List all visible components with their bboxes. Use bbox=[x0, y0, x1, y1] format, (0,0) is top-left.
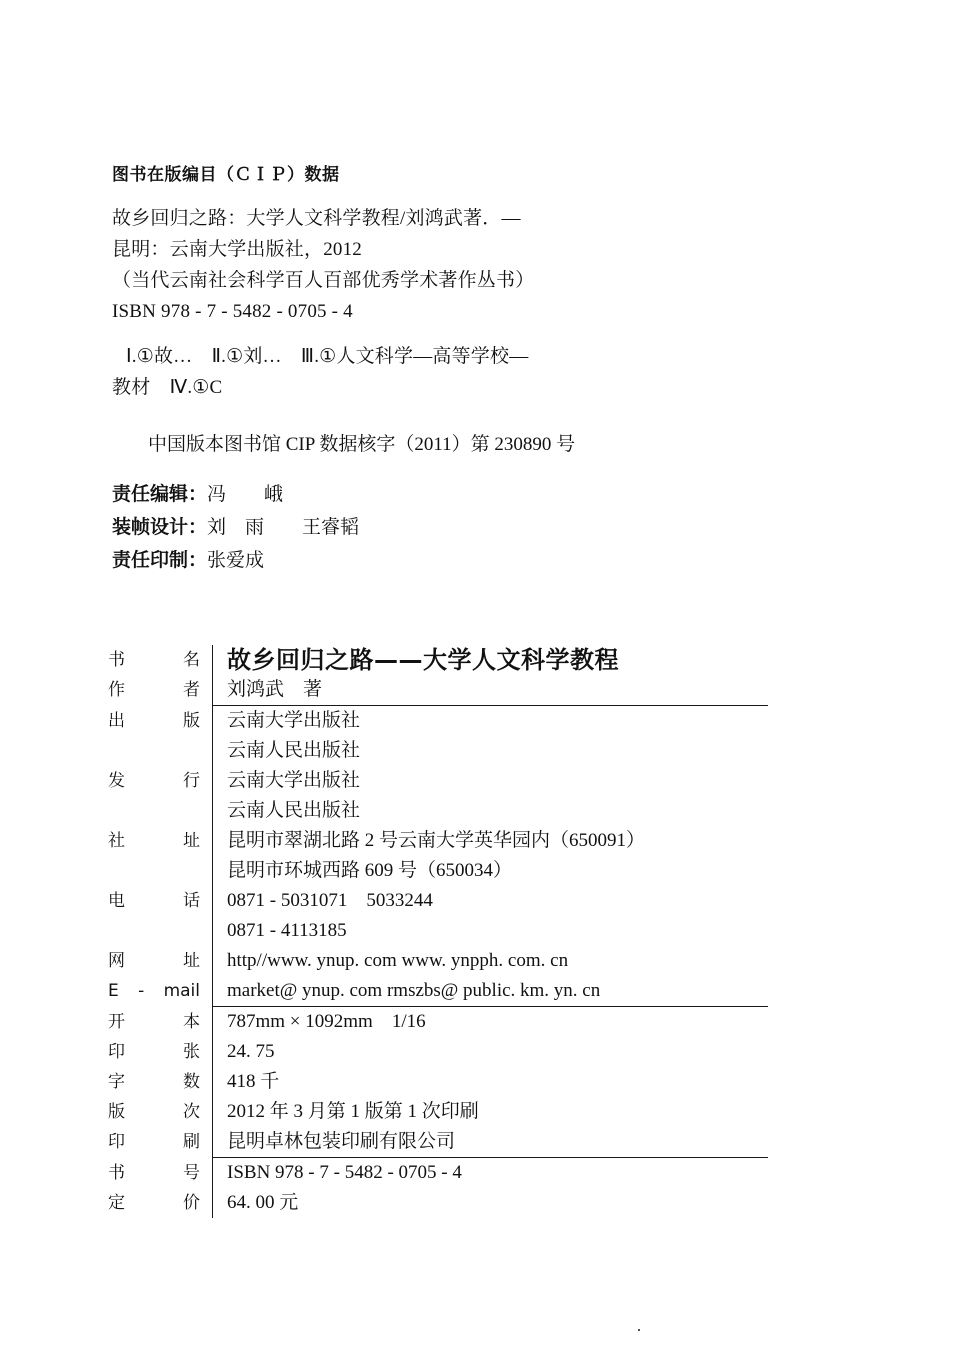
colophon-label-printer: 印 刷 bbox=[108, 1132, 200, 1152]
colophon-label-format: 开 本 bbox=[108, 1011, 200, 1032]
staff-credits bbox=[112, 478, 632, 577]
colophon-label-isbn: 书 号 bbox=[108, 1162, 200, 1183]
cip-registry-number: 中国版本图书馆 CIP 数据核字（2011）第 230890 号 bbox=[148, 434, 576, 455]
sheets-text: 24. 75 bbox=[227, 1041, 275, 1062]
page-footer-mark: · bbox=[636, 1320, 642, 1340]
colophon-row-wordcount bbox=[108, 1067, 768, 1097]
colophon-value-publisher bbox=[213, 706, 769, 767]
staff-row-designer bbox=[112, 511, 632, 544]
publisher-line-1: 云南大学出版社 bbox=[227, 710, 361, 731]
staff-row-production bbox=[112, 544, 632, 577]
colophon-row-edition bbox=[108, 1097, 768, 1127]
colophon-row-author bbox=[108, 675, 768, 706]
colophon-row-printer bbox=[108, 1127, 768, 1158]
website-text: http//www. ynup. com www. ynpph. com. cn bbox=[227, 950, 569, 971]
staff-value-editor: 冯 峨 bbox=[207, 483, 284, 505]
cip-spacer bbox=[112, 327, 752, 341]
colophon-value-phone bbox=[213, 886, 769, 946]
staff-row-editor bbox=[112, 478, 632, 511]
address-line-1: 昆明市翠湖北路 2 号云南大学英华园内（650091） bbox=[227, 830, 646, 851]
phone-line-2: 0871 - 4113185 bbox=[227, 920, 347, 941]
colophon-row-distributor bbox=[108, 766, 768, 826]
colophon-row-phone bbox=[108, 886, 768, 946]
colophon-value-website bbox=[213, 946, 769, 976]
colophon-value-format bbox=[213, 1007, 769, 1038]
author-text: 刘鸿武 著 bbox=[227, 679, 323, 700]
cip-classification-1: Ⅰ.①故… Ⅱ.①刘… Ⅲ.①人文科学—高等学校— bbox=[126, 346, 529, 367]
colophon-value-book-title bbox=[213, 645, 769, 675]
colophon-value-distributor bbox=[213, 766, 769, 826]
price-text: 64. 00 元 bbox=[227, 1192, 299, 1213]
distributor-line-1: 云南大学出版社 bbox=[227, 770, 361, 791]
email-text: market@ ynup. com rmszbs@ public. km. yn. cn bbox=[227, 980, 601, 1001]
colophon-label-website: 网 址 bbox=[108, 951, 200, 971]
staff-value-designer: 刘 雨 王睿韬 bbox=[207, 516, 360, 538]
staff-label-production: 责任印制： bbox=[112, 549, 208, 571]
colophon-row-format bbox=[108, 1007, 768, 1038]
colophon-label-price: 定 价 bbox=[108, 1193, 200, 1213]
isbn-text: ISBN 978 - 7 - 5482 - 0705 - 4 bbox=[227, 1162, 462, 1183]
colophon-row-publisher bbox=[108, 706, 768, 767]
colophon-label-publisher: 出 版 bbox=[108, 710, 200, 731]
colophon-value-email bbox=[213, 976, 769, 1007]
staff-value-production: 张爱成 bbox=[207, 549, 265, 571]
cip-line-2: 昆明：云南大学出版社，2012 bbox=[112, 239, 363, 260]
format-text: 787mm × 1092mm 1/16 bbox=[227, 1011, 426, 1032]
address-line-2: 昆明市环城西路 609 号（650034） bbox=[227, 860, 513, 881]
cip-line-isbn: ISBN 978 - 7 - 5482 - 0705 - 4 bbox=[112, 301, 353, 322]
colophon-row-price bbox=[108, 1188, 768, 1218]
colophon-value-address bbox=[213, 826, 769, 886]
cip-line-3: （当代云南社会科学百人百部优秀学术著作丛书） bbox=[112, 270, 535, 291]
cip-classification-2: 教材 Ⅳ.①C bbox=[112, 377, 223, 398]
publisher-line-2: 云南人民出版社 bbox=[227, 740, 361, 761]
colophon-label-author: 作 者 bbox=[108, 680, 200, 700]
edition-text: 2012 年 3 月第 1 版第 1 次印刷 bbox=[227, 1101, 479, 1122]
distributor-line-2: 云南人民出版社 bbox=[227, 800, 361, 821]
colophon-value-wordcount bbox=[213, 1067, 769, 1097]
colophon-label-edition: 版 次 bbox=[108, 1102, 200, 1122]
colophon-label-email: E - mail bbox=[108, 981, 200, 1001]
colophon-value-edition bbox=[213, 1097, 769, 1127]
colophon-row-address bbox=[108, 826, 768, 886]
wordcount-text: 418 千 bbox=[227, 1071, 280, 1092]
colophon-label-sheets: 印 张 bbox=[108, 1042, 200, 1062]
colophon-row-email bbox=[108, 976, 768, 1007]
colophon-row-sheets bbox=[108, 1037, 768, 1067]
colophon-row-website bbox=[108, 946, 768, 976]
colophon-row-book-title bbox=[108, 645, 768, 675]
colophon-value-author bbox=[213, 675, 769, 706]
colophon-value-sheets bbox=[213, 1037, 769, 1067]
colophon-value-price bbox=[213, 1188, 769, 1218]
colophon-value-isbn bbox=[213, 1158, 769, 1189]
cip-line-1: 故乡回归之路：大学人文科学教程/刘鸿武著．— bbox=[112, 208, 521, 229]
colophon-label-wordcount: 字 数 bbox=[108, 1072, 200, 1092]
staff-label-designer: 装帧设计： bbox=[112, 516, 208, 538]
cip-block bbox=[112, 160, 752, 456]
colophon-label-distributor: 发 行 bbox=[108, 771, 200, 791]
colophon-value-printer bbox=[213, 1127, 769, 1158]
colophon-label-book-title: 书 名 bbox=[108, 650, 200, 670]
book-title-text: 故乡回归之路——大学人文科学教程 bbox=[227, 646, 619, 674]
staff-label-editor: 责任编辑： bbox=[112, 483, 208, 505]
phone-line-1: 0871 - 5031071 5033244 bbox=[227, 890, 433, 911]
printer-text: 昆明卓林包装印刷有限公司 bbox=[227, 1131, 456, 1152]
colophon-label-address: 社 址 bbox=[108, 831, 200, 851]
colophon-table bbox=[108, 645, 768, 1218]
cip-heading: 图书在版编目（ＣＩＰ）数据 bbox=[112, 165, 340, 185]
colophon-row-isbn bbox=[108, 1158, 768, 1189]
colophon-label-phone: 电 话 bbox=[108, 891, 200, 911]
